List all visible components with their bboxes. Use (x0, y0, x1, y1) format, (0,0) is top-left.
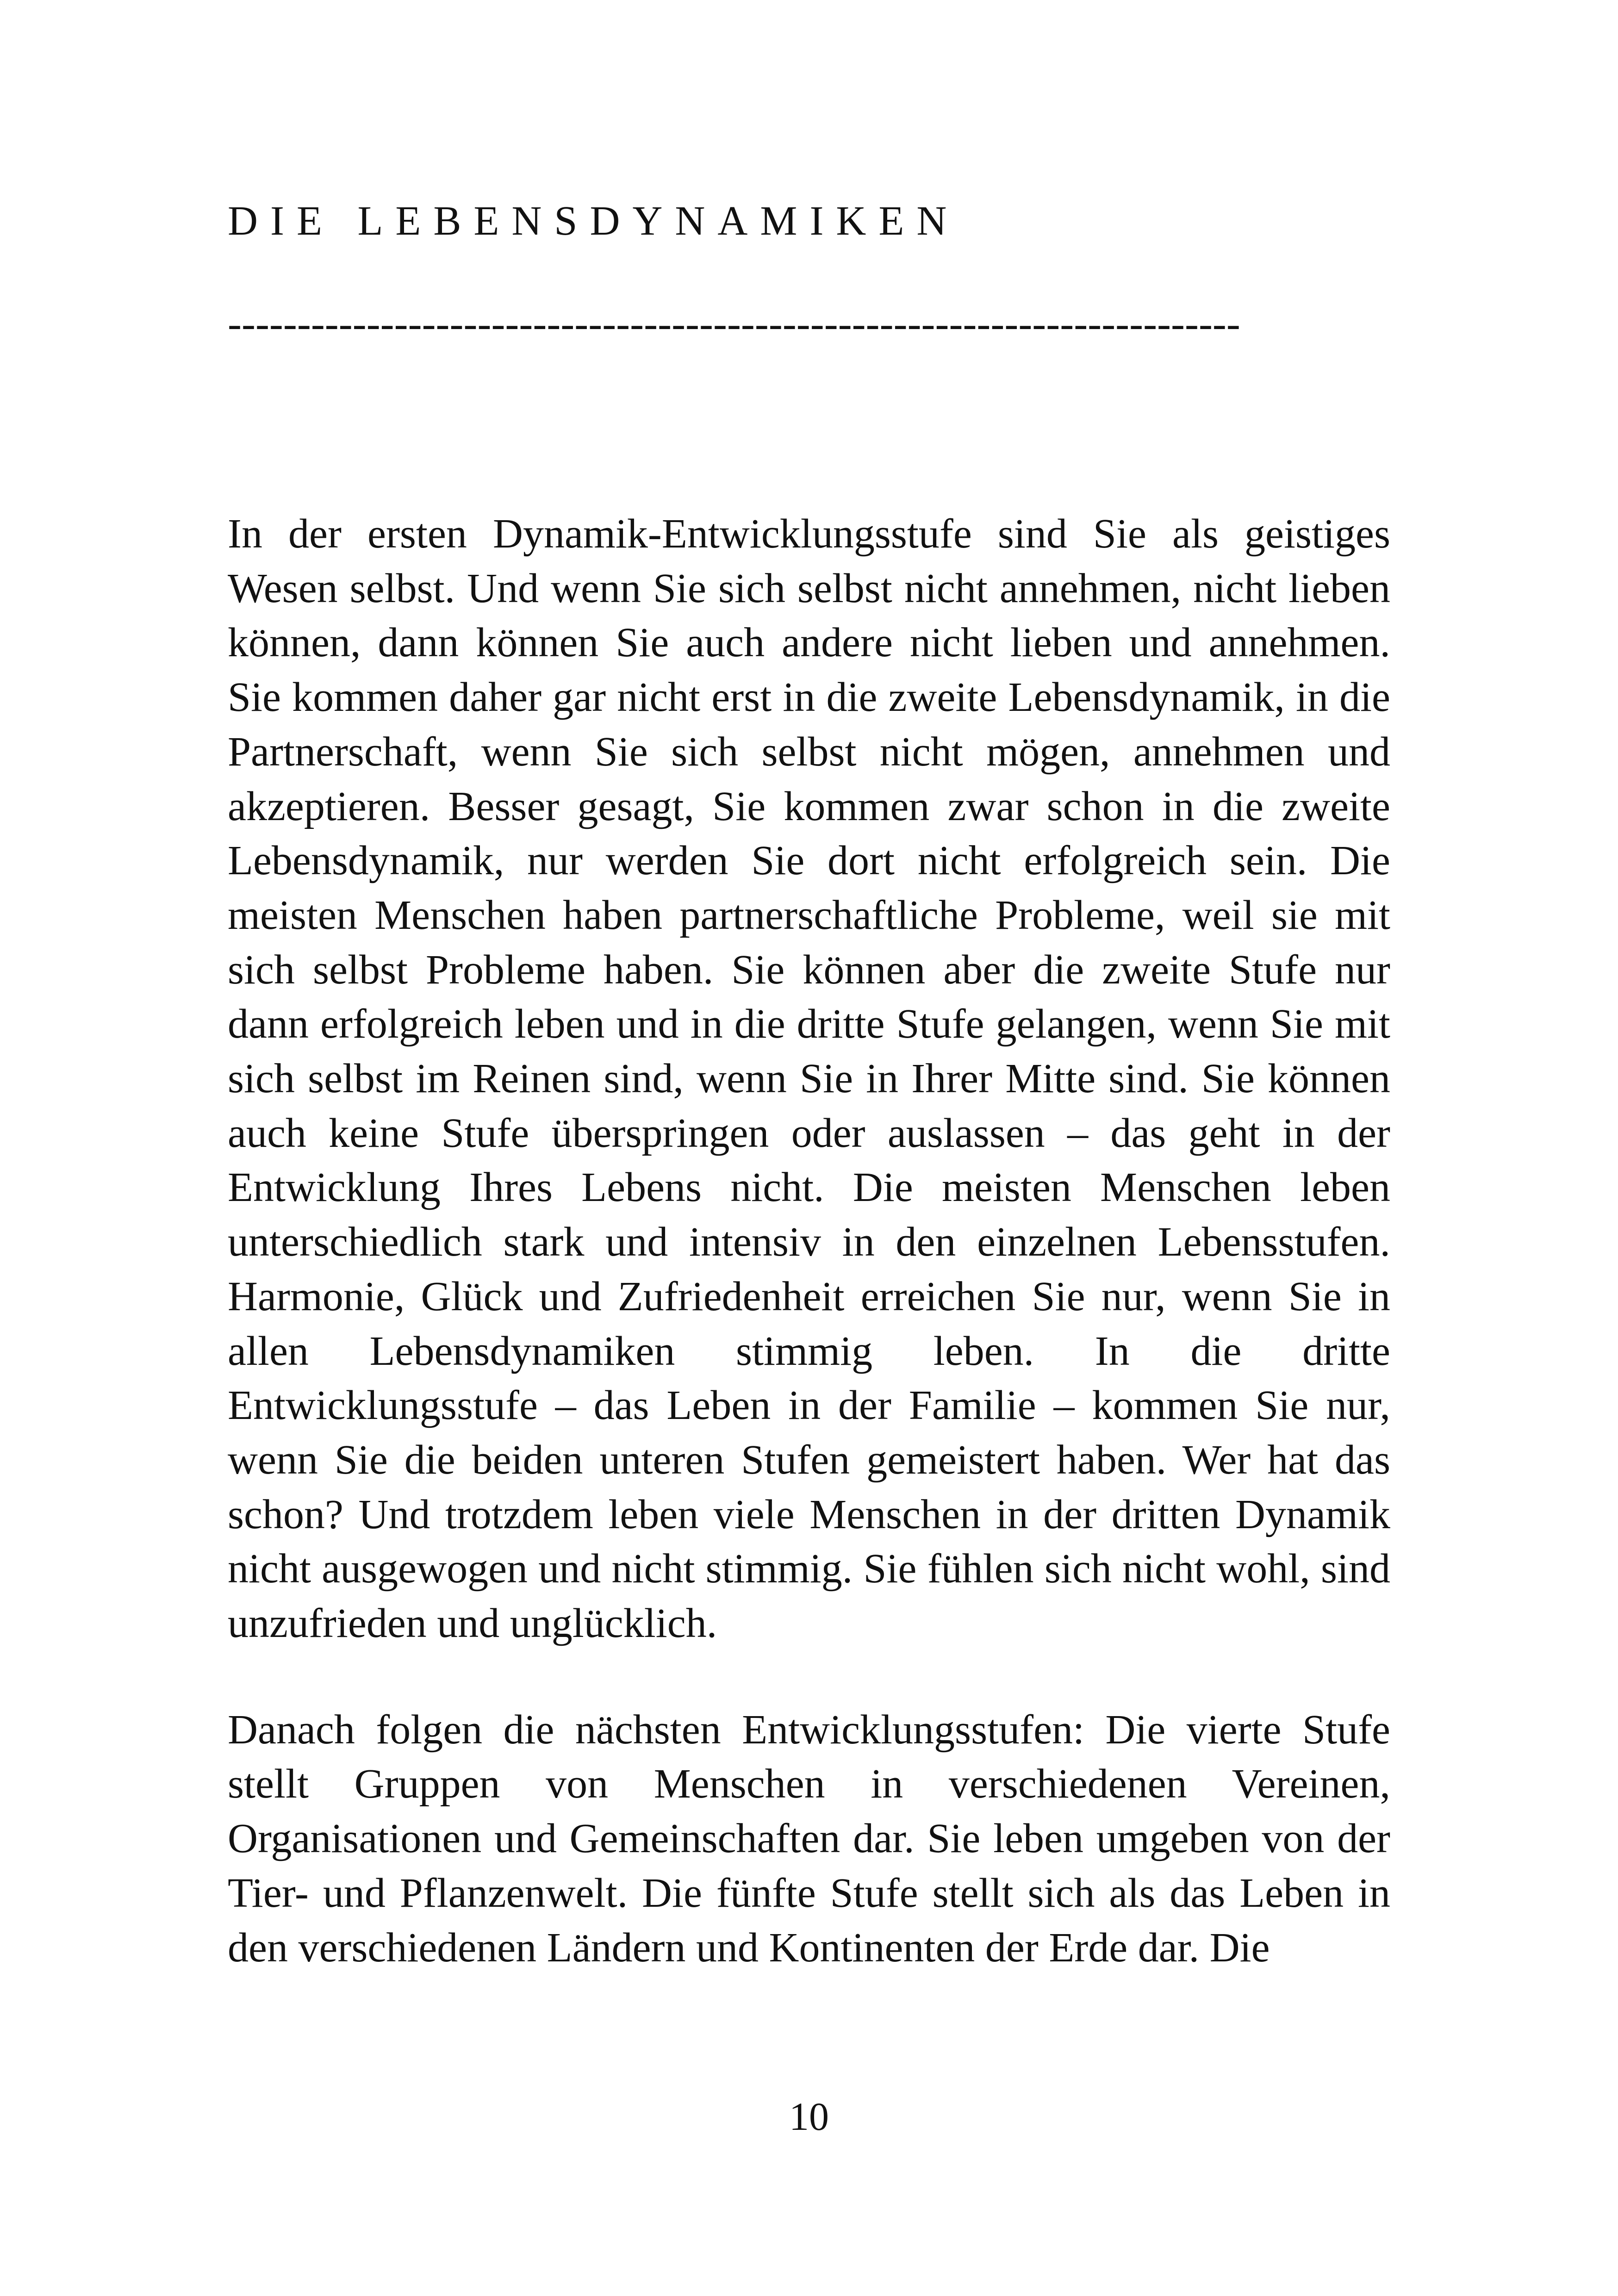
body-text (228, 507, 1390, 1975)
paragraph-2: Danach folgen die nächsten Entwicklungsstufen: Die vierte Stufe stellt Gruppen von Menschen in verschiedenen Vereinen, Organisationen und Gemeinschaften dar. Sie leben umgeben von der Tier- und Pflanzenwelt. Die fünfte Stufe stellt sich als das Leben in den verschiedenen Ländern und Kontinenten der Erde dar. Die (228, 1706, 1390, 1971)
separator-line: ------------------------------------------------------------------------- (228, 301, 1240, 347)
running-head: DIE LEBENSDYNAMIKEN (228, 198, 959, 244)
paragraph-1: In der ersten Dynamik-Entwicklungsstufe sind Sie als geistiges Wesen selbst. Und wenn Sie sich selbst nicht annehmen, nicht lieben können, dann können Sie auch andere nicht lieben und annehmen. Sie kommen daher gar nicht erst in die zweite Lebensdynamik, in die Partnerschaft, wenn Sie sich selbst nicht mögen, annehmen und akzeptieren. Besser gesagt, Sie kommen zwar schon in die zweite Lebensdynamik, nur werden Sie dort nicht erfolgreich sein. Die meisten Menschen haben partnerschaftliche Probleme, weil sie mit sich selbst Probleme haben. Sie können aber die zweite Stufe nur dann erfolgreich leben und in die dritte Stufe gelangen, wenn Sie mit sich selbst im Reinen sind, wenn Sie in Ihrer Mitte sind. Sie können auch keine Stufe überspringen oder auslassen – das geht in der Entwicklung Ihres Lebens nicht. Die meisten Menschen leben unterschiedlich stark und intensiv in den einzelnen Lebensstufen. Harmonie, Glück und Zufriedenheit erreichen Sie nur, wenn Sie in allen Lebensdynamiken stimmig leben. In die dritte Entwicklungsstufe – das Leben in der Familie – kommen Sie nur, wenn Sie die beiden unteren Stufen gemeistert haben. Wer hat das schon? Und trotzdem leben viele Menschen in der dritten Dynamik nicht ausgewogen und nicht stimmig. Sie fühlen sich nicht wohl, sind unzufrieden und unglücklich. (228, 511, 1390, 1647)
page-number: 10 (789, 2094, 829, 2139)
